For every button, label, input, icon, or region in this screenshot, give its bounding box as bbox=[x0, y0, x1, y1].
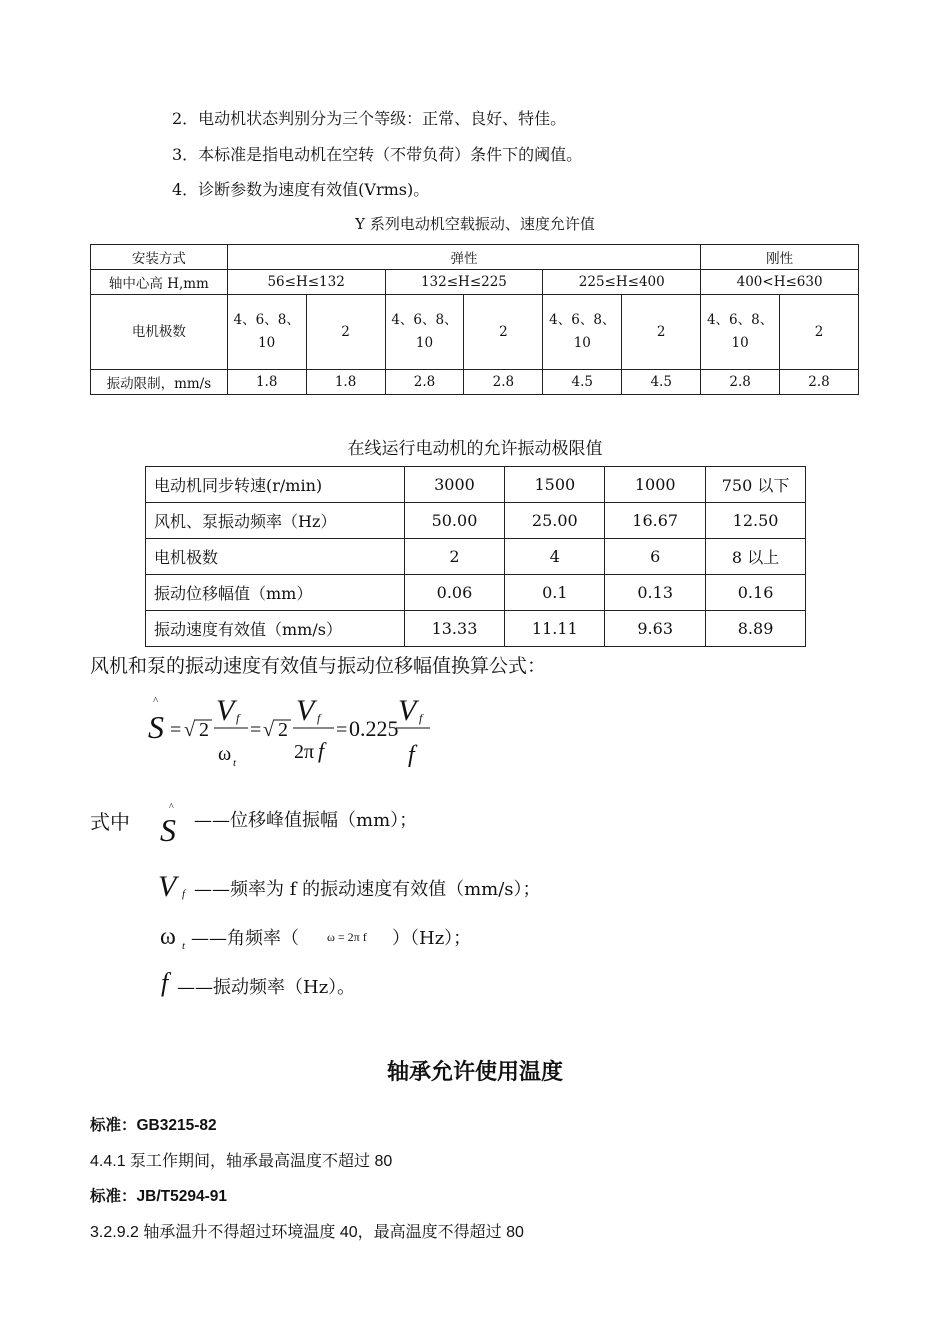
table-cell: 13.33 bbox=[404, 611, 505, 647]
table-cell: 2 bbox=[404, 539, 505, 575]
V-symbol: V bbox=[296, 694, 315, 727]
hat-symbol: ^ bbox=[153, 695, 159, 707]
standard-label-2: 标准：JB/T5294-91 bbox=[90, 1188, 227, 1205]
table-row bbox=[146, 503, 806, 539]
table-cell: 0.1 bbox=[505, 575, 605, 611]
table-cell: 16.67 bbox=[605, 503, 706, 539]
omega-inline: ω = 2π f bbox=[327, 930, 367, 944]
coefficient: 0.225 bbox=[349, 716, 399, 741]
sqrt-symbol: √ bbox=[184, 719, 195, 741]
cell-line: 10 bbox=[258, 335, 276, 351]
note-4: 4．诊断参数为速度有效值(Vrms)。 bbox=[172, 180, 430, 199]
section-title: 轴承允许使用温度 bbox=[386, 1060, 563, 1085]
two-pi: 2π bbox=[294, 741, 315, 763]
table-cell: 4.5 bbox=[543, 370, 622, 395]
t-subscript: t bbox=[182, 940, 186, 952]
table-cell bbox=[227, 295, 306, 370]
V-description: ——频率为 f 的振动速度有效值（mm/s）； bbox=[194, 879, 541, 900]
omega-symbol: ω bbox=[218, 743, 232, 765]
where-label: 式中 bbox=[90, 810, 130, 834]
clause-2: 3.2.9.2 轴承温升不得超过环境温度 40，最高温度不得超过 80 bbox=[90, 1224, 524, 1241]
table-cell: 1000 bbox=[605, 467, 706, 503]
table-cell: 12.50 bbox=[706, 503, 806, 539]
table-row bbox=[146, 611, 806, 647]
table-cell: 9.63 bbox=[605, 611, 706, 647]
table-row bbox=[146, 539, 806, 575]
cell-line: 4、6、8、 bbox=[233, 312, 300, 328]
table-cell: 6 bbox=[605, 539, 706, 575]
table-cell: 0.13 bbox=[605, 575, 706, 611]
vibration-limit-table bbox=[90, 244, 859, 395]
V-symbol: V bbox=[216, 694, 235, 727]
table-cell: 1.8 bbox=[306, 370, 385, 395]
f-symbol: f bbox=[408, 742, 415, 768]
cell-line: 4、6、8、 bbox=[706, 312, 774, 328]
table1-caption: Y 系列电动机空载振动、速度允许值 bbox=[355, 215, 595, 233]
table-cell: 2 bbox=[622, 295, 701, 370]
table-cell: 400<H≤630 bbox=[701, 270, 859, 295]
table-cell: 振动限制，mm/s bbox=[91, 370, 228, 395]
table-cell: 750 以下 bbox=[706, 467, 806, 503]
table-cell: 56≤H≤132 bbox=[227, 270, 385, 295]
sqrt-radicand: 2 bbox=[278, 719, 288, 741]
table-cell: 电机极数 bbox=[91, 295, 228, 370]
table-row bbox=[91, 245, 859, 270]
f-symbol: f bbox=[161, 968, 169, 997]
table-cell: 11.11 bbox=[505, 611, 605, 647]
table-cell: 225≤H≤400 bbox=[543, 270, 701, 295]
clause-1: 4.4.1 泵工作期间，轴承最高温度不超过 80 bbox=[90, 1153, 393, 1170]
sqrt-radicand: 2 bbox=[199, 719, 209, 741]
table2-caption: 在线运行电动机的允许振动极限值 bbox=[347, 439, 603, 459]
S-symbol: S bbox=[160, 812, 176, 848]
table-cell: 安装方式 bbox=[91, 245, 228, 270]
conversion-formula bbox=[148, 690, 468, 772]
table-cell: 8.89 bbox=[706, 611, 806, 647]
cell-line: 10 bbox=[573, 335, 591, 351]
table-cell: 轴中心高 H,mm bbox=[91, 270, 228, 295]
table-cell: 2 bbox=[464, 295, 543, 370]
hat-symbol: ^ bbox=[169, 802, 174, 813]
table-cell: 50.00 bbox=[404, 503, 505, 539]
table-cell: 电机极数 bbox=[146, 539, 405, 575]
table-cell: 25.00 bbox=[505, 503, 605, 539]
table-cell bbox=[543, 295, 622, 370]
table-cell bbox=[385, 295, 464, 370]
table-cell: 4 bbox=[505, 539, 605, 575]
table-cell: 2.8 bbox=[385, 370, 464, 395]
cell-line: 4、6、8、 bbox=[549, 312, 616, 328]
table-cell: 2 bbox=[306, 295, 385, 370]
table-cell: 振动位移幅值（mm） bbox=[146, 575, 405, 611]
table-cell: 2 bbox=[780, 295, 859, 370]
online-vibration-table bbox=[145, 466, 806, 647]
table-row bbox=[146, 467, 806, 503]
table-cell: 1500 bbox=[505, 467, 605, 503]
table-cell: 刚性 bbox=[701, 245, 859, 270]
table-cell: 132≤H≤225 bbox=[385, 270, 543, 295]
cell-line: 4、6、8、 bbox=[391, 312, 458, 328]
note-3: 3．本标准是指电动机在空转（不带负荷）条件下的阈值。 bbox=[172, 145, 583, 164]
table-cell: 风机、泵振动频率（Hz） bbox=[146, 503, 405, 539]
table-row bbox=[91, 370, 859, 395]
table-row bbox=[91, 270, 859, 295]
note-2: 2．电动机状态判别分为三个等级：正常、良好、特佳。 bbox=[172, 109, 567, 128]
table-cell: 电动机同步转速(r/min) bbox=[146, 467, 405, 503]
f-subscript: f bbox=[236, 711, 240, 725]
table-cell: 2.8 bbox=[464, 370, 543, 395]
omega-description-a: ——角频率（ bbox=[191, 928, 299, 949]
table-cell: 2.8 bbox=[701, 370, 780, 395]
V-symbol: V bbox=[398, 694, 417, 727]
table-cell: 2.8 bbox=[780, 370, 859, 395]
table-cell: 弹性 bbox=[227, 245, 700, 270]
table-cell: 1.8 bbox=[227, 370, 306, 395]
table-cell: 振动速度有效值（mm/s） bbox=[146, 611, 405, 647]
equals: = bbox=[170, 719, 182, 741]
formula-intro: 风机和泵的振动速度有效值与振动位移幅值换算公式： bbox=[90, 655, 547, 677]
table-cell: 4.5 bbox=[622, 370, 701, 395]
omega-symbol: ω bbox=[160, 924, 176, 950]
table-cell bbox=[701, 295, 780, 370]
sqrt-symbol: √ bbox=[263, 719, 274, 741]
t-subscript: t bbox=[233, 757, 237, 769]
equals: = bbox=[250, 719, 262, 741]
S-symbol: S bbox=[148, 709, 164, 745]
standard-label-1: 标准：GB3215-82 bbox=[90, 1117, 217, 1134]
f-subscript: f bbox=[317, 711, 321, 725]
f-subscript: f bbox=[419, 711, 423, 725]
cell-line: 10 bbox=[415, 335, 434, 351]
S-description: ——位移峰值振幅（mm）； bbox=[194, 810, 418, 831]
f-subscript: f bbox=[182, 888, 186, 900]
table-cell: 8 以上 bbox=[706, 539, 806, 575]
f-description: ——振动频率（Hz）。 bbox=[177, 977, 356, 998]
table-cell: 3000 bbox=[404, 467, 505, 503]
V-symbol: V bbox=[158, 870, 177, 903]
equals: = bbox=[336, 719, 348, 741]
omega-description-b: ）（Hz）； bbox=[392, 928, 472, 949]
table-row bbox=[146, 575, 806, 611]
cell-line: 10 bbox=[731, 335, 749, 351]
table-row bbox=[91, 295, 859, 370]
table-cell: 0.16 bbox=[706, 575, 806, 611]
f-symbol: f bbox=[318, 738, 325, 763]
table-cell: 0.06 bbox=[404, 575, 505, 611]
